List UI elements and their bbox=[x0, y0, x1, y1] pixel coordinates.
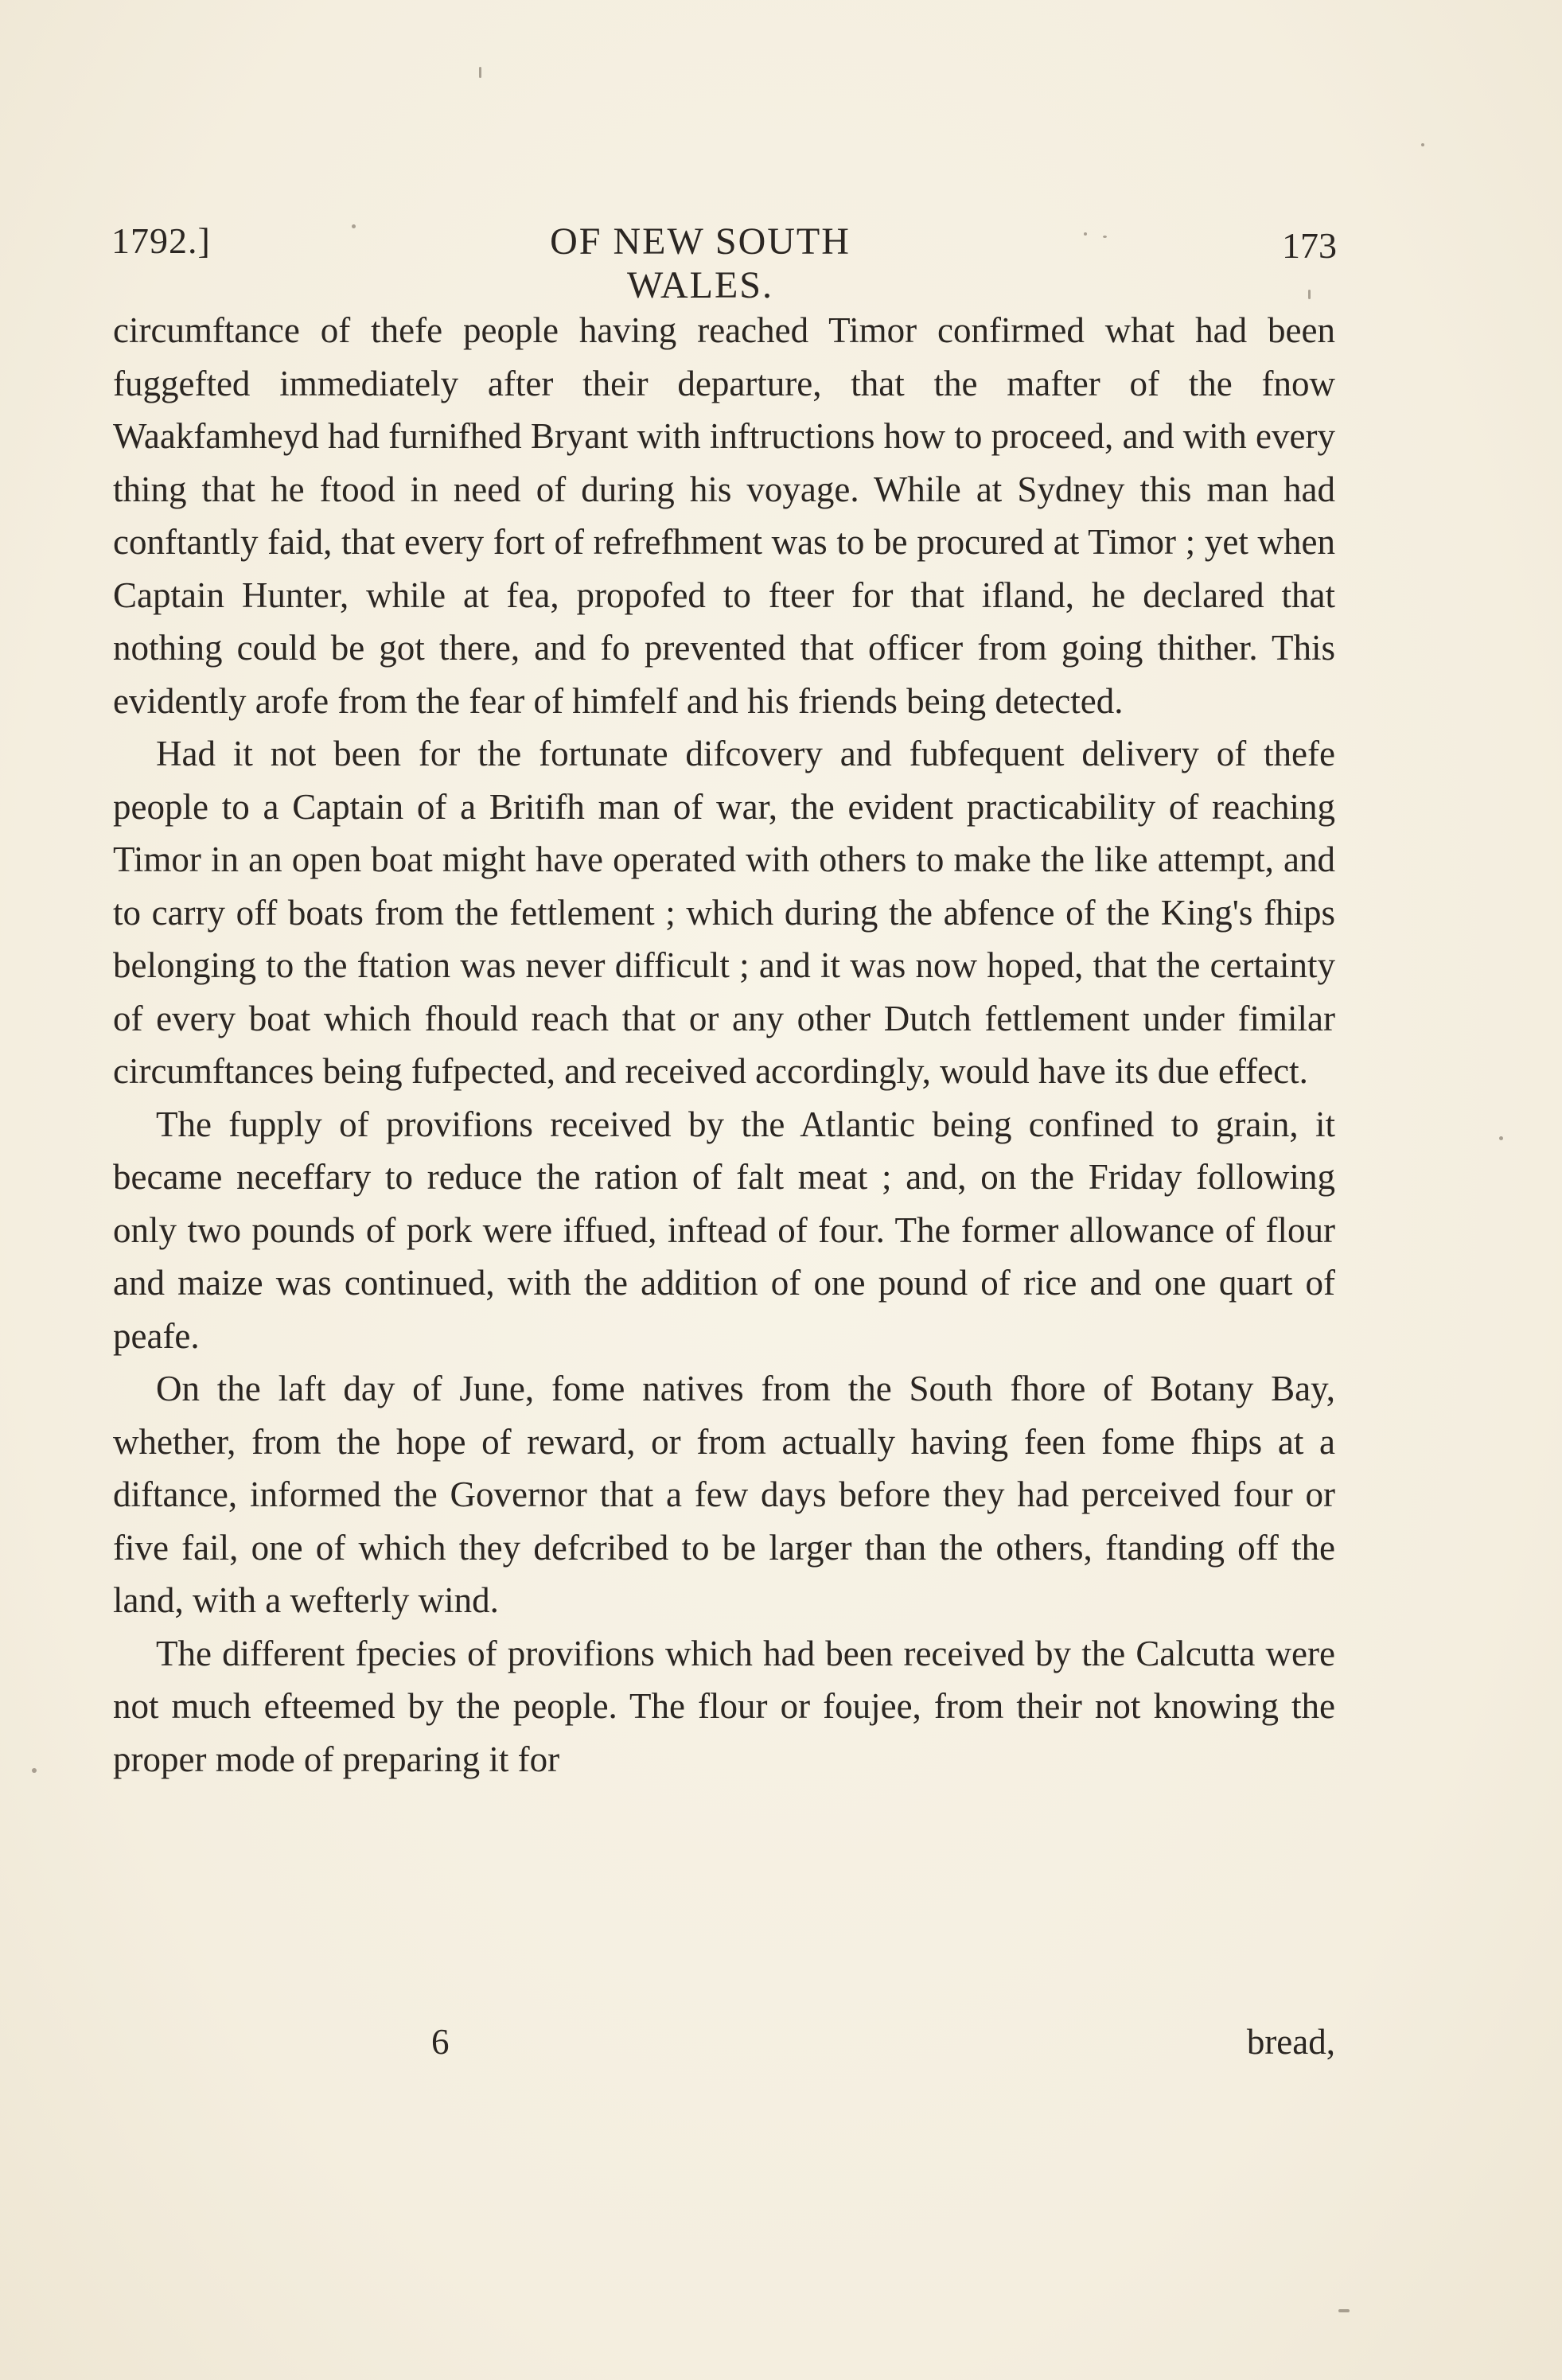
header-year: 1792.] bbox=[111, 220, 211, 261]
paragraph-4: On the laft day of June, fome natives from the South fhore of Botany Bay, whether, from the hope of reward, or from actually having feen fome fhips at a diftance, informed the Governor that a few days before they had perceived four or five fail, one of which they defcribed to be larger than the others, ftanding off the land, with a wefterly wind. bbox=[113, 1369, 1335, 1620]
paragraph-3: The fupply of provifions received by the Atlantic being confined to grain, it became neceffary to reduce the ration of falt meat ; and, on the Friday following only two pounds of pork were iffued, inftead of four. The former allowance of flour and maize was continued, with the addition of one pound of rice and one quart of peafe. bbox=[113, 1104, 1335, 1356]
paper-speck bbox=[1421, 143, 1424, 146]
paper-speck bbox=[1338, 2309, 1350, 2312]
header-title: OF NEW SOUTH WALES. bbox=[550, 220, 851, 306]
paper-speck bbox=[1499, 1136, 1503, 1140]
paper-speck bbox=[1308, 290, 1311, 299]
paragraph-1: circumftance of thefe people having reached Timor confirmed what had been fuggefted immediately after their departure, that the mafter of the fnow Waakfamheyd had furnifhed Bryant with inftructions how to proceed, and with every thing that he ftood in need of during his voyage. While at Sydney this man had conftantly faid, that every fort of refrefhment was to be procured at Timor ; yet when Captain Hunter, while at fea, propofed to fteer for that ifland, he declared that nothing could be got there, and fo prevented that officer from going thither. This evidently arofe from the fear of himfelf and his friends being detected. bbox=[113, 310, 1335, 721]
paragraph-2: Had it not been for the fortunate difcovery and fubfequent delivery of thefe people to a Captain of a Britifh man of war, the evident practicability of reaching Timor in an open boat might have operated with others to make the like attempt, and to carry off boats from the fettlement ; which during the abfence of the King's fhips belonging to the ftation was never difficult ; and it was now hoped, that the certainty of every boat which fhould reach that or any other Dutch fettlement under fimilar circumftances being fufpected, and received accordingly, would have its due effect. bbox=[113, 734, 1335, 1091]
paper-speck bbox=[352, 224, 356, 228]
paper-speck bbox=[1103, 236, 1107, 238]
paper-speck bbox=[479, 67, 481, 78]
catchline bbox=[113, 2021, 1335, 2069]
page-number: 173 bbox=[1282, 225, 1337, 266]
signature-mark: 6 bbox=[431, 2022, 450, 2062]
paper-speck bbox=[32, 1768, 37, 1773]
catchword: bread, bbox=[1246, 2022, 1335, 2062]
paragraph-5: The different fpecies of provifions which had been received by the Calcutta were not much efteemed by the people. The flour or foujee, from their not knowing the proper mode of preparing it for bbox=[113, 1633, 1335, 1779]
body-text bbox=[113, 304, 1335, 1786]
running-header bbox=[111, 220, 1337, 306]
paper-speck bbox=[1084, 232, 1087, 236]
